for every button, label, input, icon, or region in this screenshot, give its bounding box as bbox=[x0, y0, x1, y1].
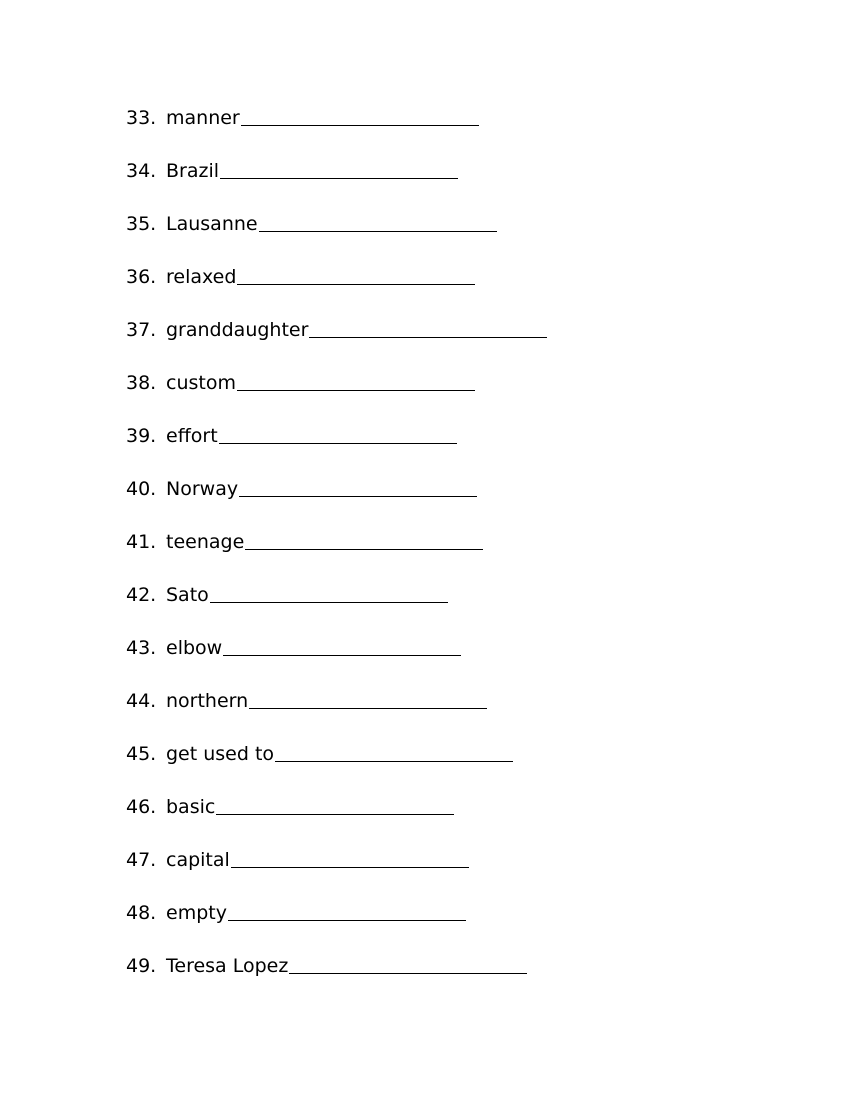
answer-blank-line[interactable] bbox=[237, 370, 475, 391]
item-number: 45. bbox=[126, 743, 157, 765]
item-word: Lausanne bbox=[166, 213, 258, 235]
item-number: 43. bbox=[126, 637, 157, 659]
item-number: 41. bbox=[126, 531, 157, 553]
list-item bbox=[126, 105, 547, 158]
list-item bbox=[126, 317, 547, 370]
list-item bbox=[126, 529, 547, 582]
item-number: 46. bbox=[126, 796, 157, 818]
answer-blank-line[interactable] bbox=[309, 317, 547, 338]
answer-blank-line[interactable] bbox=[220, 158, 458, 179]
item-number: 38. bbox=[126, 372, 157, 394]
item-number: 35. bbox=[126, 213, 157, 235]
item-word: northern bbox=[166, 690, 249, 712]
item-number: 42. bbox=[126, 584, 157, 606]
list-item bbox=[126, 211, 547, 264]
list-item bbox=[126, 264, 547, 317]
answer-blank-line[interactable] bbox=[289, 953, 527, 974]
item-number: 37. bbox=[126, 319, 157, 341]
item-number: 40. bbox=[126, 478, 157, 500]
answer-blank-line[interactable] bbox=[275, 741, 513, 762]
vocabulary-list bbox=[126, 105, 547, 1006]
list-item bbox=[126, 953, 547, 1006]
answer-blank-line[interactable] bbox=[228, 900, 466, 921]
answer-blank-line[interactable] bbox=[219, 423, 457, 444]
answer-blank-line[interactable] bbox=[231, 847, 469, 868]
answer-blank-line[interactable] bbox=[241, 105, 479, 126]
item-word: get used to bbox=[166, 743, 275, 765]
answer-blank-line[interactable] bbox=[259, 211, 497, 232]
item-number: 33. bbox=[126, 107, 157, 129]
item-word: empty bbox=[166, 902, 227, 924]
item-word: Norway bbox=[166, 478, 239, 500]
answer-blank-line[interactable] bbox=[216, 794, 454, 815]
item-word: custom bbox=[166, 372, 236, 394]
answer-blank-line[interactable] bbox=[239, 476, 477, 497]
item-word: Teresa Lopez bbox=[166, 955, 289, 977]
list-item bbox=[126, 476, 547, 529]
item-number: 48. bbox=[126, 902, 157, 924]
item-number: 44. bbox=[126, 690, 157, 712]
item-word: granddaughter bbox=[166, 319, 309, 341]
answer-blank-line[interactable] bbox=[223, 635, 461, 656]
list-item bbox=[126, 582, 547, 635]
list-item bbox=[126, 794, 547, 847]
item-word: Brazil bbox=[166, 160, 220, 182]
item-word: effort bbox=[166, 425, 218, 447]
list-item bbox=[126, 688, 547, 741]
item-number: 47. bbox=[126, 849, 157, 871]
list-item bbox=[126, 635, 547, 688]
item-number: 49. bbox=[126, 955, 157, 977]
list-item bbox=[126, 741, 547, 794]
answer-blank-line[interactable] bbox=[210, 582, 448, 603]
answer-blank-line[interactable] bbox=[249, 688, 487, 709]
item-word: Sato bbox=[166, 584, 209, 606]
item-word: teenage bbox=[166, 531, 245, 553]
list-item bbox=[126, 158, 547, 211]
list-item bbox=[126, 900, 547, 953]
item-number: 39. bbox=[126, 425, 157, 447]
list-item bbox=[126, 847, 547, 900]
item-word: manner bbox=[166, 107, 240, 129]
item-word: relaxed bbox=[166, 266, 237, 288]
item-word: capital bbox=[166, 849, 230, 871]
list-item bbox=[126, 370, 547, 423]
item-word: basic bbox=[166, 796, 216, 818]
item-number: 34. bbox=[126, 160, 157, 182]
item-number: 36. bbox=[126, 266, 157, 288]
answer-blank-line[interactable] bbox=[237, 264, 475, 285]
answer-blank-line[interactable] bbox=[245, 529, 483, 550]
list-item bbox=[126, 423, 547, 476]
item-word: elbow bbox=[166, 637, 223, 659]
